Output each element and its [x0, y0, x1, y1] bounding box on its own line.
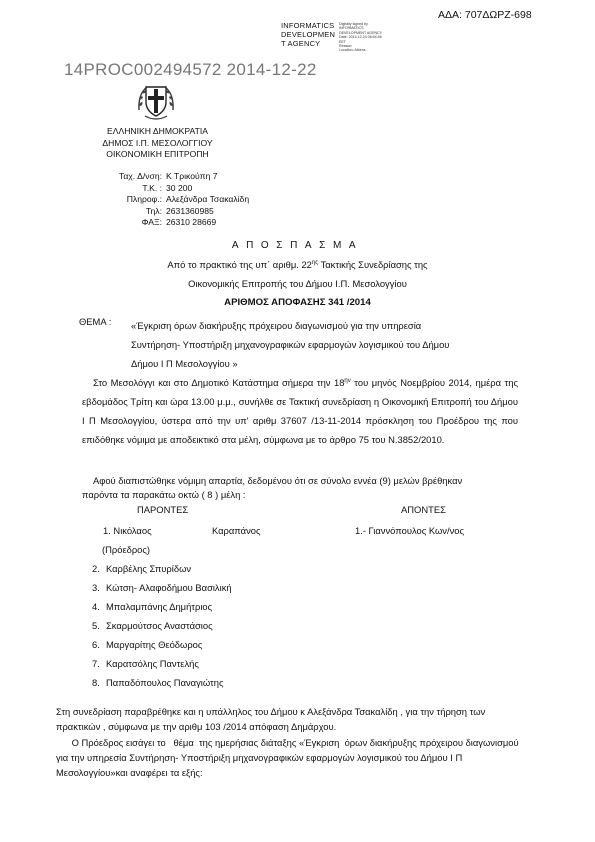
- extract-title: ΑΠΟΣΠΑΣΜΑ: [231, 240, 364, 251]
- theme-label: ΘΕΜΑ :: [79, 316, 112, 327]
- contact-value: 26310 28669: [166, 217, 217, 227]
- header-line: ΔΗΜΟΣ Ι.Π. ΜΕΣΟΛΟΓΓΙΟΥ: [102, 137, 213, 148]
- stamp-detail-line: Digitally signed by: [339, 22, 368, 26]
- stamp-agency-line: T AGENCY: [281, 39, 321, 48]
- member-number: 2.: [92, 563, 100, 574]
- contact-row: [87, 183, 249, 195]
- contact-row: [87, 171, 249, 183]
- present-member: [92, 582, 232, 593]
- ada-code: ΑΔΑ: 707ΔΩΡΖ-698: [438, 9, 532, 21]
- practice-superscript: ης: [311, 259, 319, 266]
- practice-line-2: Οικονομικής Επιτροπής του Δήμου Ι.Π. Μεσολογγίου: [188, 278, 407, 289]
- contact-value: 30 200: [166, 182, 193, 193]
- contact-key: Πληροφ.:: [126, 194, 162, 204]
- contact-key: Τηλ:: [145, 205, 162, 216]
- absent-member: 1.- Γιαννόπουλος Κων/νος: [355, 525, 464, 536]
- header-line: ΟΙΚΟΝΟΜΙΚΗ ΕΠΙΤΡΟΠΗ: [106, 149, 209, 159]
- practice-line-1: [0, 259, 595, 270]
- member-number: 5.: [92, 620, 100, 631]
- quorum-line-1: Αφού διαπιστώθηκε νόμιμη απαρτία, δεδομένου ότι σε σύνολο εννέα (9) μελών βρέθηκαν: [93, 475, 463, 486]
- signature-stamp-agency: [281, 21, 335, 48]
- theme-line: Συντήρηση- Υποστήριξη μηχανογραφικών εφαρμογών λογισμικού του Δήμου: [131, 339, 450, 350]
- theme-line: «Έγκριση όρων διακήρυξης πρόχειρου διαγωνισμού για την υπηρεσία: [131, 320, 422, 331]
- meeting-paragraph: [82, 372, 518, 449]
- contact-info: [87, 171, 249, 229]
- header-line: ΕΛΛΗΝΙΚΗ ΔΗΜΟΚΡΑΤΙΑ: [107, 126, 208, 136]
- paragraph-text: του μηνός Νοεμβρίου 2014, ημέρα της εβδομάδος Τρίτη και ώρα 13.00 μ.μ., συνήλθε σε Τακτική συνεδρίαση η Οικονομική Επιτροπή του Δήμου Ι Π Μεσολογγίου, ύστερα από την υπ' αριθμ 37607 /13-11-2014 πρόσκληση του Προέδρου της που επιδόθηκε νόμιμα με αποδεικτικό στα μέλη, σύμφωνα με το άρθρο 75 του Ν.3852/2010.: [82, 377, 518, 446]
- president-intro-paragraph: Ο Πρόεδρος εισάγει το θέμα της ημερήσιας διάταξης «Έγκριση όρων διακήρυξης πρόχειρου διαγωνισμού για την υπηρεσία Συντήρηση- Υποστήριξη μηχανογραφικών εφαρμογών λογισμικού του Δήμου Ι Π Μεσολογγίου»και αναφέρει τα εξής:: [56, 737, 522, 778]
- contact-key: Τ.Κ. :: [142, 182, 162, 193]
- member-number: 4.: [92, 601, 100, 612]
- contact-value: 2631360985: [166, 205, 214, 216]
- paragraph-superscript: ην: [344, 378, 351, 384]
- stamp-detail-line: EET: [339, 39, 346, 44]
- contact-row: [87, 206, 249, 218]
- member-name: Καρβέλης Σπυρίδων: [106, 563, 192, 574]
- present-member: [92, 620, 213, 631]
- president-last-name: Καραπάνος: [212, 525, 261, 536]
- member-number: 8.: [92, 677, 100, 688]
- contact-value: Κ Τρικούπη 7: [166, 171, 218, 181]
- member-name: Καρατσόλης Παντελής: [106, 658, 199, 669]
- present-member: [92, 677, 224, 688]
- contact-key: ΦΑΞ:: [141, 217, 162, 227]
- absent-header: ΑΠΟΝΤΕΣ: [401, 504, 446, 515]
- member-name: Κώτση- Αλαφοδήμου Βασιλική: [106, 582, 232, 593]
- contact-key: Ταχ. Δ/νση:: [119, 171, 162, 181]
- member-number: 6.: [92, 639, 100, 650]
- member-number: 3.: [92, 582, 100, 593]
- issuer-header: [0, 126, 315, 161]
- decision-number: ΑΡΙΘΜΟΣ ΑΠΟΦΑΣΗΣ 341 /2014: [224, 297, 371, 308]
- present-header: ΠΑΡΟΝΤΕΣ: [137, 504, 189, 515]
- present-member: [92, 658, 199, 669]
- protocol-number: 14PROC002494572 2014-12-22: [64, 60, 317, 79]
- president-role: (Πρόεδρος): [102, 544, 151, 555]
- stamp-detail-line: Reason:: [339, 44, 353, 49]
- practice-text: Από το πρακτικό της υπ΄ αριθμ. 22: [167, 259, 312, 270]
- stamp-detail-line: INFORMATICS: [339, 26, 364, 31]
- theme-text: [131, 316, 449, 373]
- stamp-agency-line: DEVELOPMEN: [281, 30, 336, 39]
- member-number: 7.: [92, 658, 100, 669]
- stamp-agency-line: INFORMATICS: [281, 21, 335, 30]
- member-name: Σκαρμούτσος Αναστάσιος: [106, 620, 213, 631]
- president-first-name: 1. Νικόλαος: [103, 525, 152, 536]
- signature-stamp-details: [339, 22, 382, 53]
- present-member: [92, 639, 202, 650]
- greek-coat-of-arms-icon: [135, 80, 177, 127]
- member-name: Παπαδόπουλος Παναγιώτης: [106, 677, 224, 688]
- stamp-detail-line: Location: Athens: [339, 48, 366, 53]
- secretary-paragraph: Στη συνεδρίαση παραβρέθηκε και η υπάλληλος του Δήμου κ Αλεξάνδρα Τσακαλίδη , για την τήρηση των πρακτικών , σύμφωνα με την αριθμ 103 /2014 απόφαση Δημάρχου.: [56, 706, 486, 732]
- contact-row: [87, 217, 249, 229]
- stamp-detail-line: Date: 2014.12.23 08:54:46: [339, 35, 382, 40]
- contact-value: Αλεξάνδρα Τσακαλίδη: [166, 194, 250, 204]
- stamp-detail-line: DEVELOPMENT AGENCY: [339, 30, 383, 35]
- theme-line: Δήμου Ι Π Μεσολογγίου »: [131, 358, 238, 369]
- member-name: Μπαλαμπάνης Δημήτριος: [106, 601, 213, 612]
- contact-row: [87, 194, 249, 206]
- present-member: [92, 563, 191, 574]
- paragraph-text: Στο Μεσολόγγι και στο Δημοτικό Κατάστημα σήμερα την 18: [93, 377, 345, 389]
- practice-text: Τακτικής Συνεδρίασης της: [320, 259, 428, 270]
- quorum-line-2: παρόντα τα παρακάτω οκτώ ( 8 ) μέλη :: [82, 489, 246, 500]
- present-member: [92, 601, 212, 612]
- member-name: Μαργαρίτης Θεόδωρος: [106, 639, 203, 650]
